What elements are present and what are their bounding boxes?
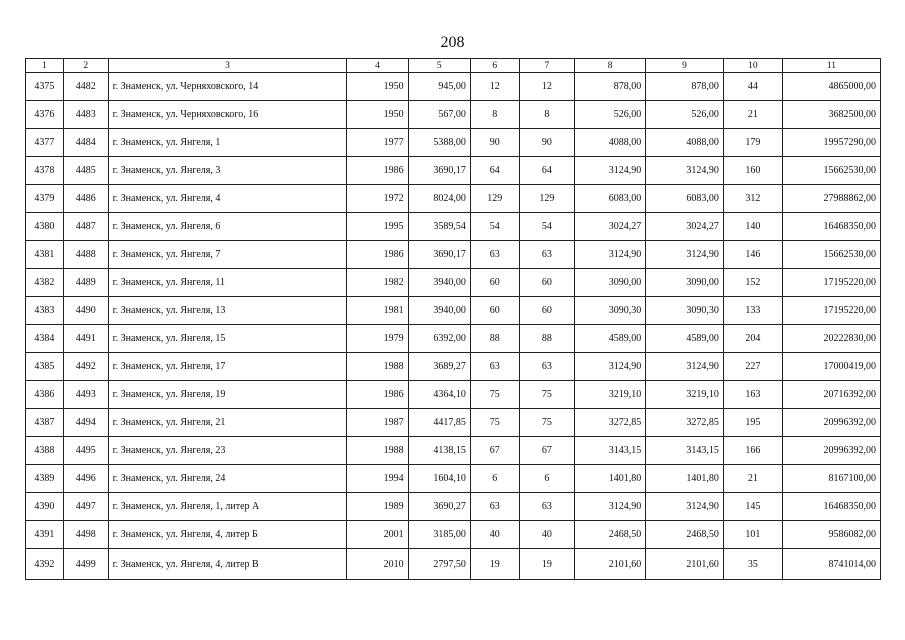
area-total-cell: 3124,90 (646, 493, 724, 521)
year-cell: 1986 (347, 381, 408, 409)
area-living-cell: 1401,80 (574, 465, 645, 493)
area-living-cell: 3124,90 (574, 241, 645, 269)
value-cell: 4865000,00 (782, 73, 880, 101)
column-header: 10 (723, 59, 782, 73)
column-header: 7 (519, 59, 574, 73)
area-living-cell: 3124,90 (574, 353, 645, 381)
column-header: 6 (470, 59, 519, 73)
table-row (26, 73, 881, 101)
area-total-cell: 3124,90 (646, 157, 724, 185)
column-header: 2 (63, 59, 108, 73)
row-number-cell: 4388 (26, 437, 64, 465)
count-a-cell: 63 (470, 493, 519, 521)
count-a-cell: 75 (470, 409, 519, 437)
residents-cell: 195 (723, 409, 782, 437)
area-cell: 567,00 (408, 101, 470, 129)
address-cell: г. Знаменск, ул. Янгеля, 15 (108, 325, 347, 353)
area-cell: 4138,15 (408, 437, 470, 465)
residents-cell: 35 (723, 549, 782, 580)
address-cell: г. Знаменск, ул. Янгеля, 4, литер Б (108, 521, 347, 549)
area-living-cell: 3272,85 (574, 409, 645, 437)
row-number-cell: 4379 (26, 185, 64, 213)
address-cell: г. Знаменск, ул. Янгеля, 1, литер А (108, 493, 347, 521)
residents-cell: 145 (723, 493, 782, 521)
count-b-cell: 88 (519, 325, 574, 353)
row-number-cell: 4392 (26, 549, 64, 580)
area-total-cell: 878,00 (646, 73, 724, 101)
table-row (26, 241, 881, 269)
id-cell: 4484 (63, 129, 108, 157)
id-cell: 4496 (63, 465, 108, 493)
row-number-cell: 4389 (26, 465, 64, 493)
residents-cell: 21 (723, 465, 782, 493)
id-cell: 4486 (63, 185, 108, 213)
year-cell: 1989 (347, 493, 408, 521)
address-cell: г. Знаменск, ул. Янгеля, 23 (108, 437, 347, 465)
year-cell: 1950 (347, 73, 408, 101)
row-number-cell: 4380 (26, 213, 64, 241)
area-living-cell: 878,00 (574, 73, 645, 101)
id-cell: 4499 (63, 549, 108, 580)
table-row (26, 157, 881, 185)
count-b-cell: 12 (519, 73, 574, 101)
value-cell: 20716392,00 (782, 381, 880, 409)
table-row (26, 437, 881, 465)
residents-cell: 160 (723, 157, 782, 185)
count-a-cell: 6 (470, 465, 519, 493)
row-number-cell: 4376 (26, 101, 64, 129)
id-cell: 4489 (63, 269, 108, 297)
area-cell: 5388,00 (408, 129, 470, 157)
header-row (26, 59, 881, 73)
count-b-cell: 63 (519, 353, 574, 381)
value-cell: 3682500,00 (782, 101, 880, 129)
area-total-cell: 4088,00 (646, 129, 724, 157)
area-living-cell: 2101,60 (574, 549, 645, 580)
area-living-cell: 3090,00 (574, 269, 645, 297)
area-cell: 3589,54 (408, 213, 470, 241)
table-row (26, 409, 881, 437)
id-cell: 4495 (63, 437, 108, 465)
value-cell: 16468350,00 (782, 213, 880, 241)
value-cell: 19957290,00 (782, 129, 880, 157)
area-total-cell: 2468,50 (646, 521, 724, 549)
year-cell: 1972 (347, 185, 408, 213)
count-b-cell: 60 (519, 297, 574, 325)
id-cell: 4485 (63, 157, 108, 185)
table-row (26, 521, 881, 549)
count-a-cell: 129 (470, 185, 519, 213)
count-b-cell: 6 (519, 465, 574, 493)
residents-cell: 152 (723, 269, 782, 297)
residents-cell: 101 (723, 521, 782, 549)
row-number-cell: 4386 (26, 381, 64, 409)
value-cell: 20222830,00 (782, 325, 880, 353)
row-number-cell: 4383 (26, 297, 64, 325)
area-cell: 3940,00 (408, 297, 470, 325)
count-a-cell: 90 (470, 129, 519, 157)
address-cell: г. Знаменск, ул. Янгеля, 24 (108, 465, 347, 493)
value-cell: 8167100,00 (782, 465, 880, 493)
count-b-cell: 54 (519, 213, 574, 241)
year-cell: 2010 (347, 549, 408, 580)
area-living-cell: 3124,90 (574, 157, 645, 185)
area-total-cell: 4589,00 (646, 325, 724, 353)
id-cell: 4483 (63, 101, 108, 129)
count-a-cell: 40 (470, 521, 519, 549)
count-a-cell: 64 (470, 157, 519, 185)
address-cell: г. Знаменск, ул. Янгеля, 4, литер В (108, 549, 347, 580)
year-cell: 1995 (347, 213, 408, 241)
area-living-cell: 4088,00 (574, 129, 645, 157)
address-cell: г. Знаменск, ул. Янгеля, 19 (108, 381, 347, 409)
row-number-cell: 4378 (26, 157, 64, 185)
value-cell: 15662530,00 (782, 241, 880, 269)
value-cell: 15662530,00 (782, 157, 880, 185)
count-a-cell: 60 (470, 269, 519, 297)
area-living-cell: 3024,27 (574, 213, 645, 241)
area-cell: 3690,17 (408, 157, 470, 185)
value-cell: 8741014,00 (782, 549, 880, 580)
area-cell: 3940,00 (408, 269, 470, 297)
row-number-cell: 4387 (26, 409, 64, 437)
value-cell: 20996392,00 (782, 409, 880, 437)
year-cell: 1987 (347, 409, 408, 437)
area-total-cell: 2101,60 (646, 549, 724, 580)
column-header: 4 (347, 59, 408, 73)
count-a-cell: 63 (470, 241, 519, 269)
registry-table (25, 58, 881, 580)
value-cell: 20996392,00 (782, 437, 880, 465)
count-b-cell: 129 (519, 185, 574, 213)
count-b-cell: 63 (519, 493, 574, 521)
count-b-cell: 60 (519, 269, 574, 297)
area-total-cell: 3124,90 (646, 353, 724, 381)
year-cell: 1988 (347, 353, 408, 381)
count-b-cell: 90 (519, 129, 574, 157)
value-cell: 17195220,00 (782, 269, 880, 297)
count-b-cell: 75 (519, 381, 574, 409)
id-cell: 4488 (63, 241, 108, 269)
residents-cell: 179 (723, 129, 782, 157)
row-number-cell: 4385 (26, 353, 64, 381)
area-total-cell: 3024,27 (646, 213, 724, 241)
year-cell: 1950 (347, 101, 408, 129)
table-row (26, 185, 881, 213)
residents-cell: 163 (723, 381, 782, 409)
id-cell: 4492 (63, 353, 108, 381)
id-cell: 4493 (63, 381, 108, 409)
value-cell: 17195220,00 (782, 297, 880, 325)
id-cell: 4482 (63, 73, 108, 101)
residents-cell: 140 (723, 213, 782, 241)
id-cell: 4498 (63, 521, 108, 549)
year-cell: 1988 (347, 437, 408, 465)
count-a-cell: 54 (470, 213, 519, 241)
area-total-cell: 526,00 (646, 101, 724, 129)
area-living-cell: 4589,00 (574, 325, 645, 353)
address-cell: г. Знаменск, ул. Янгеля, 6 (108, 213, 347, 241)
table-row (26, 353, 881, 381)
page-number: 208 (440, 34, 465, 51)
count-a-cell: 12 (470, 73, 519, 101)
address-cell: г. Знаменск, ул. Черняховского, 14 (108, 73, 347, 101)
residents-cell: 133 (723, 297, 782, 325)
id-cell: 4491 (63, 325, 108, 353)
id-cell: 4490 (63, 297, 108, 325)
residents-cell: 227 (723, 353, 782, 381)
column-header: 1 (26, 59, 64, 73)
area-living-cell: 3090,30 (574, 297, 645, 325)
year-cell: 1977 (347, 129, 408, 157)
area-cell: 3689,27 (408, 353, 470, 381)
row-number-cell: 4381 (26, 241, 64, 269)
area-total-cell: 6083,00 (646, 185, 724, 213)
area-cell: 8024,00 (408, 185, 470, 213)
count-a-cell: 67 (470, 437, 519, 465)
year-cell: 1986 (347, 241, 408, 269)
area-cell: 4417,85 (408, 409, 470, 437)
residents-cell: 146 (723, 241, 782, 269)
address-cell: г. Знаменск, ул. Черняховского, 16 (108, 101, 347, 129)
table-row (26, 101, 881, 129)
column-header: 8 (574, 59, 645, 73)
table-row (26, 297, 881, 325)
count-b-cell: 19 (519, 549, 574, 580)
row-number-cell: 4391 (26, 521, 64, 549)
area-total-cell: 3272,85 (646, 409, 724, 437)
count-b-cell: 8 (519, 101, 574, 129)
count-b-cell: 67 (519, 437, 574, 465)
residents-cell: 312 (723, 185, 782, 213)
year-cell: 1981 (347, 297, 408, 325)
row-number-cell: 4375 (26, 73, 64, 101)
area-cell: 3690,27 (408, 493, 470, 521)
count-a-cell: 88 (470, 325, 519, 353)
count-a-cell: 60 (470, 297, 519, 325)
area-living-cell: 526,00 (574, 101, 645, 129)
id-cell: 4497 (63, 493, 108, 521)
table-row (26, 493, 881, 521)
residents-cell: 166 (723, 437, 782, 465)
address-cell: г. Знаменск, ул. Янгеля, 17 (108, 353, 347, 381)
residents-cell: 204 (723, 325, 782, 353)
residents-cell: 44 (723, 73, 782, 101)
area-cell: 945,00 (408, 73, 470, 101)
area-cell: 3185,00 (408, 521, 470, 549)
area-cell: 4364,10 (408, 381, 470, 409)
area-cell: 2797,50 (408, 549, 470, 580)
column-header: 5 (408, 59, 470, 73)
table-row (26, 269, 881, 297)
table-row (26, 213, 881, 241)
area-total-cell: 3090,30 (646, 297, 724, 325)
count-b-cell: 75 (519, 409, 574, 437)
address-cell: г. Знаменск, ул. Янгеля, 11 (108, 269, 347, 297)
year-cell: 1982 (347, 269, 408, 297)
residents-cell: 21 (723, 101, 782, 129)
count-a-cell: 63 (470, 353, 519, 381)
value-cell: 9586082,00 (782, 521, 880, 549)
column-header: 3 (108, 59, 347, 73)
address-cell: г. Знаменск, ул. Янгеля, 21 (108, 409, 347, 437)
id-cell: 4494 (63, 409, 108, 437)
table-row (26, 549, 881, 580)
year-cell: 1994 (347, 465, 408, 493)
value-cell: 16468350,00 (782, 493, 880, 521)
count-a-cell: 75 (470, 381, 519, 409)
count-b-cell: 63 (519, 241, 574, 269)
area-living-cell: 3143,15 (574, 437, 645, 465)
year-cell: 1986 (347, 157, 408, 185)
area-total-cell: 3143,15 (646, 437, 724, 465)
table-row (26, 325, 881, 353)
count-b-cell: 40 (519, 521, 574, 549)
row-number-cell: 4384 (26, 325, 64, 353)
year-cell: 2001 (347, 521, 408, 549)
count-b-cell: 64 (519, 157, 574, 185)
area-cell: 6392,00 (408, 325, 470, 353)
address-cell: г. Знаменск, ул. Янгеля, 4 (108, 185, 347, 213)
id-cell: 4487 (63, 213, 108, 241)
area-living-cell: 2468,50 (574, 521, 645, 549)
table-row (26, 129, 881, 157)
address-cell: г. Знаменск, ул. Янгеля, 1 (108, 129, 347, 157)
row-number-cell: 4382 (26, 269, 64, 297)
row-number-cell: 4390 (26, 493, 64, 521)
table-row (26, 381, 881, 409)
area-total-cell: 3124,90 (646, 241, 724, 269)
count-a-cell: 19 (470, 549, 519, 580)
value-cell: 17000419,00 (782, 353, 880, 381)
address-cell: г. Знаменск, ул. Янгеля, 13 (108, 297, 347, 325)
value-cell: 27988862,00 (782, 185, 880, 213)
table-row (26, 465, 881, 493)
area-total-cell: 3090,00 (646, 269, 724, 297)
column-header: 11 (782, 59, 880, 73)
area-cell: 1604,10 (408, 465, 470, 493)
area-total-cell: 3219,10 (646, 381, 724, 409)
area-cell: 3690,17 (408, 241, 470, 269)
area-living-cell: 6083,00 (574, 185, 645, 213)
area-total-cell: 1401,80 (646, 465, 724, 493)
area-living-cell: 3124,90 (574, 493, 645, 521)
table-body (26, 73, 881, 580)
year-cell: 1979 (347, 325, 408, 353)
row-number-cell: 4377 (26, 129, 64, 157)
address-cell: г. Знаменск, ул. Янгеля, 7 (108, 241, 347, 269)
address-cell: г. Знаменск, ул. Янгеля, 3 (108, 157, 347, 185)
count-a-cell: 8 (470, 101, 519, 129)
area-living-cell: 3219,10 (574, 381, 645, 409)
column-header: 9 (646, 59, 724, 73)
